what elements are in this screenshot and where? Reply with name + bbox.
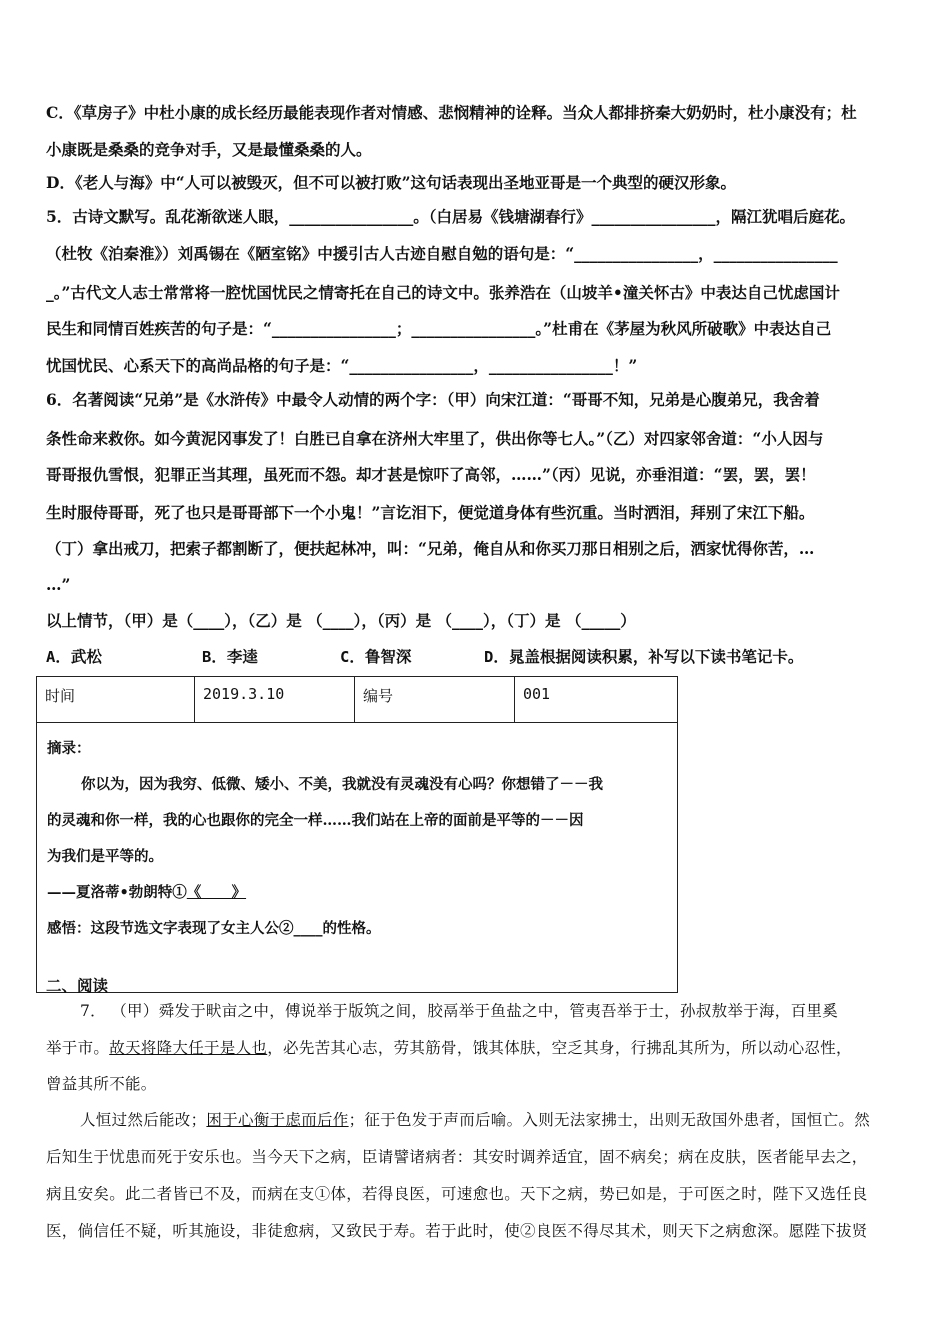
- card-excerpt-line2: 的灵魂和你一样，我的心也跟你的完全一样……我们站在上帝的面前是平等的－－因: [47, 812, 584, 829]
- card-feeling: [47, 911, 667, 947]
- passage-p1-line3: 曾益其所不能。: [46, 1075, 157, 1093]
- q6-line1: 6．名著阅读“兄弟”是《水浒传》中最令人动情的两个字：（甲）向宋江道：“哥哥不知，兄弟是心腹弟兄，我舍着: [46, 390, 820, 409]
- q6-line6: …”: [46, 575, 71, 594]
- q6-line3: 哥哥报仇雪恨，犯罪正当其理，虽死而不怨。却才甚是惊吓了高邻，……”（丙）见说，亦垂泪道：“罢，罢，罢！: [46, 465, 816, 484]
- passage-p2-line2: 后知生于忧患而死于安乐也。当今天下之病，臣请譬诸病者：其安时调养适宜，固不病矣；病在皮肤，医者能早去之，: [46, 1148, 868, 1166]
- passage-p1-line2-pre: 举于市。: [46, 1039, 110, 1057]
- q6-option-a: A．武松: [46, 648, 102, 666]
- card-time-value: 2019.3.10: [195, 677, 355, 723]
- passage-underlined-sentence-1: 故天将降大任于是人也: [109, 1039, 268, 1057]
- q4-option-c-line1: C．《草房子》中杜小康的成长经历最能表现作者对情感、悲悯精神的诠释。当众人都排挤秦大奶奶时，杜小康没有；杜: [46, 103, 857, 122]
- q6-line2: 条性命来救你。如今黄泥冈事发了！白胜已自拿在济州大牢里了，供出你等七人。”（乙）对四家邻舍道：“小人因与: [46, 429, 824, 448]
- q4-option-c-line2: 小康既是桑桑的竞争对手，又是最懂桑桑的人。: [46, 140, 372, 159]
- q6-option-d: D．晁盖根据阅读积累，补写以下读书笔记卡。: [484, 648, 804, 666]
- card-feeling-suffix: 的性格。: [322, 920, 381, 937]
- q5-line2: （杜牧《泊秦淮》）刘禹锡在《陋室铭》中援引古人古迹自慰自勉的语句是：“________________，________________: [46, 244, 838, 263]
- passage-p2-line3: 病且安矣。此二者皆已不及，而病在支①体，若得良医，可速愈也。天下之病，势已如是，于可医之时，陛下又选任良: [46, 1185, 868, 1203]
- card-time-label: 时间: [37, 677, 195, 723]
- q5-line4: 民生和同情百姓疾苦的句子是：“________________；________________。”杜甫在《茅屋为秋风所破歌》中表达自己: [46, 319, 832, 338]
- card-body-row: [37, 723, 678, 993]
- passage-p2-line1: [80, 1109, 906, 1133]
- passage-p2-line1-pre: 人恒过然后能改；: [80, 1111, 207, 1129]
- q6-options: [46, 646, 906, 670]
- q6-option-b: B．李逵: [202, 648, 258, 666]
- q6-line5: （丁）拿出戒刀，把索子都割断了，便扶起林冲，叫：“兄弟，俺自从和你买刀那日相别之后，洒家忧得你苦，…: [46, 539, 815, 558]
- card-body: [37, 723, 678, 993]
- card-number-value: 001: [515, 677, 678, 723]
- passage-p2-line1-post: ；征于色发于声而后喻。入则无法家拂士，出则无敌国外患者，国恒亡。然: [348, 1111, 871, 1129]
- passage-p1-line2-post: ，必先苦其心志，劳其筋骨，饿其体肤，空乏其身，行拂乱其所为，所以动心忍性，: [267, 1039, 852, 1057]
- q4-option-d: D．《老人与海》中“人可以被毁灭，但不可以被打败”这句话表现出圣地亚哥是一个典型的硬汉形象。: [46, 173, 737, 192]
- q6-option-c: C．鲁智深: [340, 648, 412, 666]
- passage-p1-line2: [46, 1037, 906, 1061]
- q5-line1: 5．古诗文默写。乱花渐欲迷人眼，________________。（白居易《钱塘湖春行》________________，隔江犹唱后庭花。: [46, 207, 856, 226]
- card-number-label: 编号: [355, 677, 515, 723]
- card-source-blank: 《 》: [186, 884, 247, 901]
- q5-line5: 忧国忧民、心系天下的高尚品格的句子是：“________________，________________！”: [46, 356, 638, 375]
- passage-underlined-sentence-2: 困于心衡于虑而后作: [206, 1111, 349, 1129]
- q6-line4: 生时服侍哥哥，死了也只是哥哥部下一个小鬼！”言讫泪下，便觉道身体有些沉重。当时洒泪，拜别了宋江下船。: [46, 503, 815, 522]
- card-feeling-blank: ____: [293, 920, 323, 937]
- card-source-prefix: ——夏洛蒂•勃朗特①: [47, 884, 187, 901]
- q5-line3: _。”古代文人志士常常将一腔忧国忧民之情寄托在自己的诗文中。张养浩在（山坡羊•潼关怀古》中表达自己忧虑国计: [46, 283, 840, 302]
- card-excerpt-line1: 你以为，因为我穷、低微、矮小、不美，我就没有灵魂没有心吗？你想错了－－我: [81, 776, 603, 793]
- q6-blanks: 以上情节，（甲）是（____），（乙）是 （____），（丙）是 （____），（丁）是 （_____）: [46, 611, 636, 630]
- passage-p1-line1: 7． （甲）舜发于畎亩之中，傅说举于版筑之间，胶鬲举于鱼盐之中，管夷吾举于士，孙叔敖举于海，百里奚: [80, 1002, 838, 1020]
- card-excerpt-line3: 为我们是平等的。: [47, 848, 163, 865]
- card-source: [47, 875, 667, 911]
- card-excerpt-label: 摘录：: [47, 740, 91, 757]
- card-header-row: [37, 677, 678, 723]
- reading-note-card: [36, 676, 678, 993]
- card-feeling-prefix: 感悟：这段节选文字表现了女主人公②: [47, 920, 294, 937]
- passage-p2-line4: 医，倘信任不疑，听其施设，非徒愈病，又致民于寿。若于此时，使②良医不得尽其术，则天下之病愈深。愿陛下拔贤: [46, 1222, 868, 1240]
- section-heading: 二、阅读: [46, 976, 109, 995]
